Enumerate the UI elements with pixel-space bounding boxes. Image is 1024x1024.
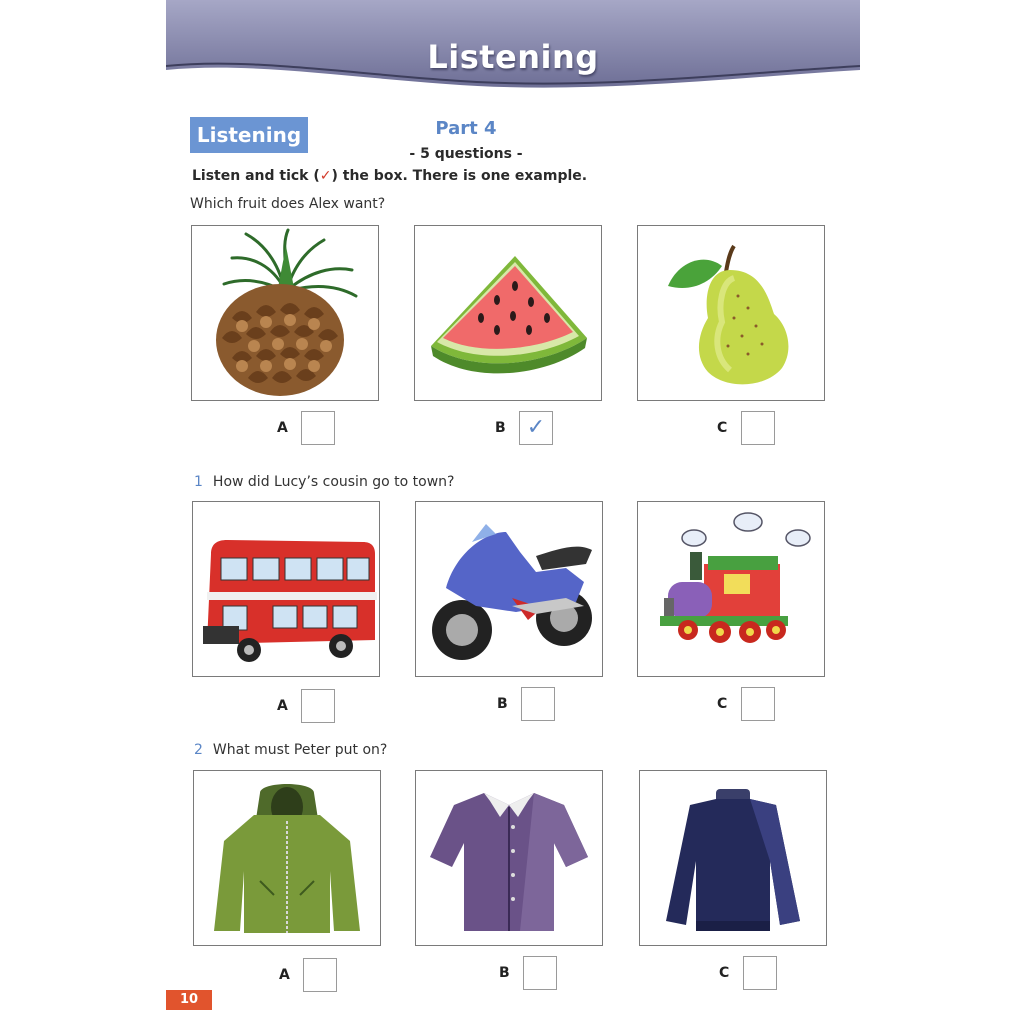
checkbox[interactable]	[523, 956, 557, 990]
option-letter: B	[497, 696, 508, 712]
page-title: Listening	[427, 38, 599, 76]
q2-option-a	[279, 958, 379, 994]
shirt-picture	[415, 770, 603, 946]
train-picture	[637, 501, 825, 677]
example-option-b	[495, 411, 595, 447]
question-text: What must Peter put on?	[212, 742, 388, 758]
checkbox[interactable]	[521, 687, 555, 721]
option-letter: C	[719, 965, 730, 981]
header-banner	[166, 0, 860, 100]
section-tag: Listening	[190, 117, 308, 153]
question-1	[194, 474, 455, 490]
question-number: 2	[194, 742, 203, 758]
question-number: 1	[194, 474, 203, 490]
watermelon-picture	[414, 225, 602, 401]
checkbox[interactable]	[301, 411, 335, 445]
option-letter: A	[277, 698, 288, 714]
q2-option-b	[499, 956, 599, 992]
checkbox[interactable]	[301, 689, 335, 723]
bus-picture	[192, 501, 380, 677]
question-2	[194, 742, 387, 758]
sweater-picture	[639, 770, 827, 946]
instruction-before: Listen and tick (	[192, 168, 320, 184]
checkbox[interactable]	[743, 956, 777, 990]
q1-option-b	[497, 687, 597, 723]
checkbox[interactable]	[741, 411, 775, 445]
option-letter: A	[277, 420, 288, 436]
checkbox[interactable]	[741, 687, 775, 721]
checkbox[interactable]	[303, 958, 337, 992]
checkbox-ticked[interactable]: ✓	[519, 411, 553, 445]
q1-option-c	[717, 687, 817, 723]
instruction	[192, 168, 587, 184]
part-subtitle: - 5 questions -	[409, 146, 523, 162]
option-letter: C	[717, 696, 728, 712]
tick-icon: ✓	[319, 168, 332, 184]
example-option-a	[277, 411, 377, 447]
example-question: Which fruit does Alex want?	[190, 196, 386, 212]
jacket-picture	[193, 770, 381, 946]
page-number: 10	[166, 990, 212, 1010]
instruction-after: ) the box. There is one example.	[331, 168, 588, 184]
question-text: How did Lucy’s cousin go to town?	[212, 474, 455, 490]
pineapple-picture	[191, 225, 379, 401]
q2-option-c	[719, 956, 819, 992]
option-letter: B	[499, 965, 510, 981]
motorbike-picture	[415, 501, 603, 677]
pear-picture	[637, 225, 825, 401]
option-letter: C	[717, 420, 728, 436]
example-option-c	[717, 411, 817, 447]
workbook-page	[166, 0, 860, 1024]
q1-option-a	[277, 689, 377, 725]
option-letter: B	[495, 420, 506, 436]
option-letter: A	[279, 967, 290, 983]
part-title: Part 4	[435, 118, 497, 139]
